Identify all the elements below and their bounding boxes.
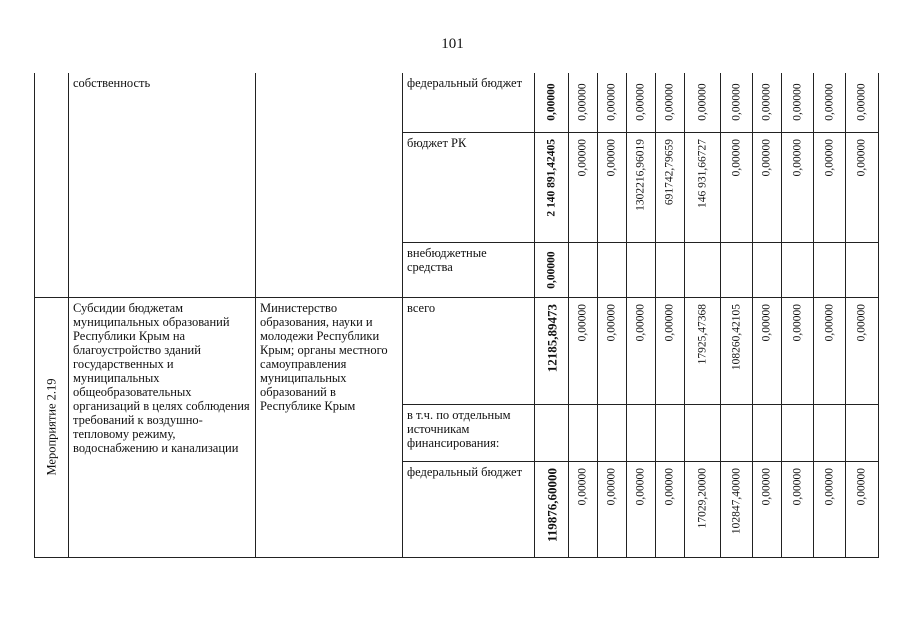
year-value: 0,00000 — [791, 303, 803, 341]
year-value: 108260,42105 — [730, 303, 742, 370]
year-value: 0,00000 — [605, 467, 618, 505]
year-value: 0,00000 — [634, 467, 647, 505]
year-value: 0,00000 — [605, 303, 618, 341]
funding-source: в т.ч. по отдельным источникам финансирования: — [403, 404, 535, 461]
year-value: 0,00000 — [663, 83, 676, 121]
year-value: 0,00000 — [855, 138, 868, 176]
year-value: 0,00000 — [760, 303, 773, 341]
year-value: 0,00000 — [605, 138, 618, 176]
year-value: 102847,40000 — [730, 467, 742, 534]
total-value: 0,00000 — [545, 83, 557, 121]
funding-source: федеральный бюджет — [403, 461, 535, 557]
year-value: 0,00000 — [634, 83, 647, 121]
page-number: 101 — [441, 36, 464, 52]
funding-source: бюджет РК — [403, 132, 535, 242]
funding-source: всего — [403, 297, 535, 404]
year-value: 0,00000 — [823, 138, 835, 176]
year-value: 0,00000 — [730, 138, 742, 176]
measure-cell — [35, 297, 69, 557]
year-value: 0,00000 — [855, 467, 868, 505]
year-value: 0,00000 — [855, 83, 868, 121]
year-value: 0,00000 — [663, 303, 676, 341]
year-value: 0,00000 — [823, 303, 835, 341]
total-value: 2 140 891,42405 — [545, 138, 557, 217]
year-value: 0,00000 — [730, 83, 742, 121]
year-value: 0,00000 — [605, 83, 618, 121]
year-value: 0,00000 — [760, 138, 773, 176]
year-value: 0,00000 — [634, 303, 647, 341]
year-value: 1302216,96019 — [634, 138, 647, 211]
activity-description: собственность — [69, 73, 256, 297]
year-value: 0,00000 — [696, 83, 708, 121]
activity-description: Субсидии бюджетам муниципальных образований Республики Крым на благоустройство зданий государственных и муниципальных общеобразовательных организаций в целях соблюдения требований к воздушно-тепловому режиму, водоснабжению и канализации — [69, 297, 256, 557]
year-value: 0,00000 — [791, 467, 803, 505]
year-value: 17029,20000 — [696, 467, 708, 528]
executor: Министерство образования, науки и молодежи Республики Крым; органы местного самоуправления муниципальных образований в Республике Крым — [256, 297, 403, 557]
year-value: 0,00000 — [576, 467, 589, 505]
funding-source: федеральный бюджет — [403, 73, 535, 132]
table-row — [35, 73, 879, 132]
year-value: 0,00000 — [576, 303, 589, 341]
measure-label: Мероприятие 2.19 — [44, 378, 58, 476]
table-row — [35, 297, 879, 404]
year-value: 0,00000 — [855, 303, 868, 341]
measure-cell-empty — [35, 73, 69, 297]
year-value: 0,00000 — [823, 467, 835, 505]
budget-table — [34, 73, 879, 558]
year-value: 0,00000 — [760, 83, 773, 121]
funding-source: внебюджетные средства — [403, 242, 535, 297]
year-value: 146 931,66727 — [696, 138, 708, 208]
total-value: 0,00000 — [545, 250, 557, 289]
total-cell — [535, 73, 569, 132]
year-value: 0,00000 — [760, 467, 773, 505]
year-value: 17925,47368 — [696, 303, 708, 364]
year-value: 0,00000 — [823, 83, 835, 121]
total-value: 119876,60000 — [544, 467, 559, 542]
total-value: 12185,89473 — [544, 303, 559, 372]
executor-cell-empty — [256, 73, 403, 297]
year-value: 0,00000 — [576, 138, 589, 176]
year-value: 0,00000 — [791, 83, 803, 121]
year-value: 691742,79659 — [663, 138, 676, 205]
year-value: 0,00000 — [663, 467, 676, 505]
year-value: 0,00000 — [791, 138, 803, 176]
year-value: 0,00000 — [576, 83, 589, 121]
